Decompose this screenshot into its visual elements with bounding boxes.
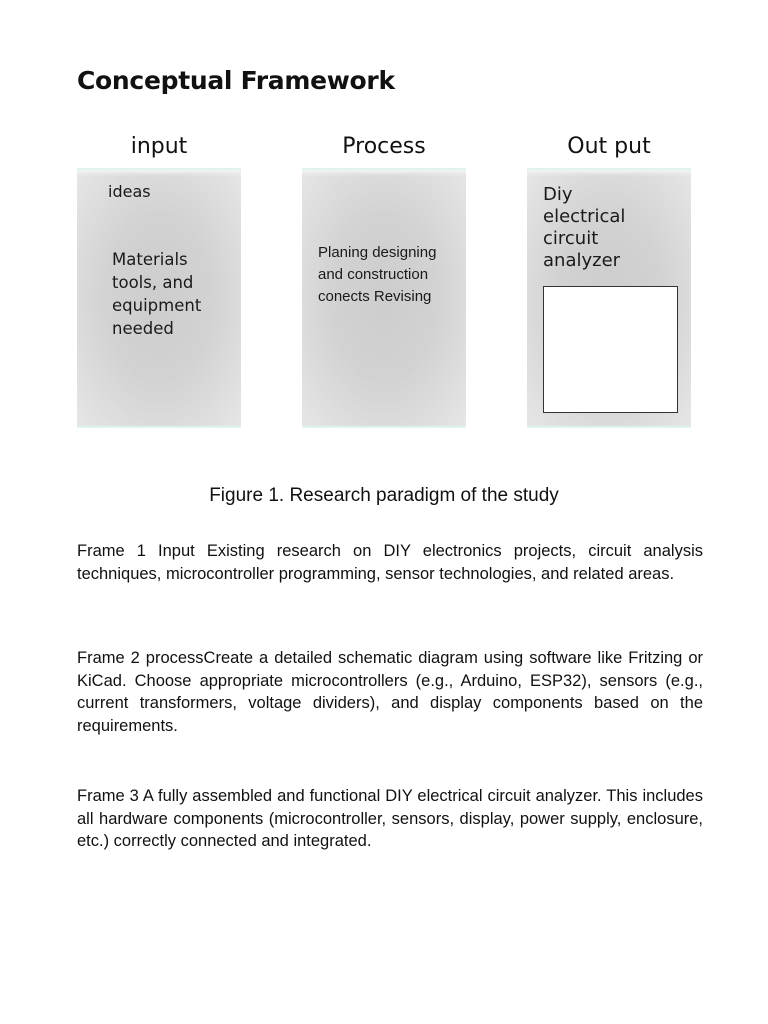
figure-caption: Figure 1. Research paradigm of the study	[209, 485, 559, 506]
process-heading: Process	[342, 134, 426, 159]
input-ideas-text: ideas	[108, 182, 151, 201]
paragraph-frame-3: Frame 3 A fully assembled and functional DIY electrical circuit analyzer. This includes all hardware components (microcontroller, sensors, display, power supply, enclosure, etc.) correctly connected and integrated.	[77, 787, 703, 850]
page-title: Conceptual Framework	[77, 66, 395, 95]
output-box	[527, 168, 691, 428]
output-heading: Out put	[567, 134, 651, 159]
process-steps-text: Planing designing and construction conects Revising	[318, 244, 437, 305]
input-materials-text: Materials tools, and equipment needed	[112, 250, 202, 338]
paragraph-frame-2: Frame 2 processCreate a detailed schematic diagram using software like Fritzing or KiCad. Choose appropriate microcontrollers (e.g., Arduino, ESP32), sensors (e.g., current transformers, voltage dividers), and display components based on the requirements.	[77, 649, 703, 735]
input-heading: input	[130, 134, 188, 159]
paragraph-frame-1: Frame 1 Input Existing research on DIY electronics projects, circuit analysis techniques, microcontroller programming, sensor technologies, and related areas.	[77, 542, 703, 583]
output-image-placeholder	[543, 286, 678, 413]
input-box	[77, 168, 241, 428]
process-box	[302, 168, 466, 428]
output-product-text: Diy electrical circuit analyzer	[543, 184, 626, 271]
